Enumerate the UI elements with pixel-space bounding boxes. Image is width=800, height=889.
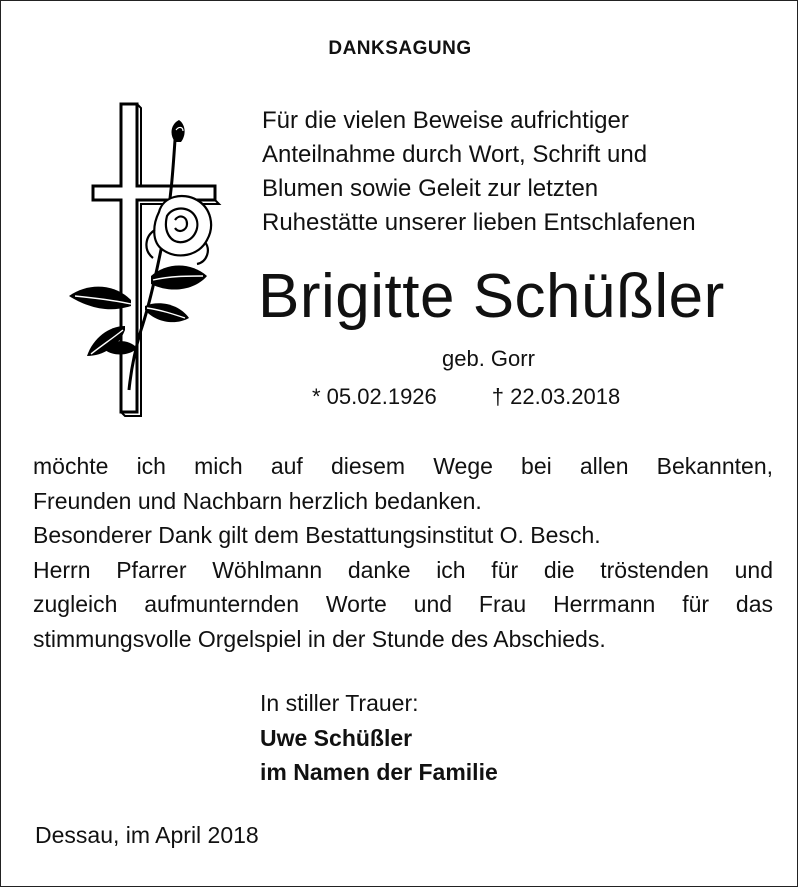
thanks-line: zugleich aufmunternden Worte und Frau Herrmann für das (33, 591, 773, 617)
deceased-name: Brigitte Schüßler (258, 262, 725, 331)
intro-text (262, 104, 782, 240)
intro-line: Blumen sowie Geleit zur letzten (262, 175, 599, 202)
cross-with-rose-icon (55, 100, 225, 420)
thanks-line: stimmungsvolle Orgelspiel in der Stunde des Abschieds. (33, 625, 606, 652)
mourning-intro: In stiller Trauer: (260, 690, 419, 716)
intro-line: Anteilnahme durch Wort, Schrift und (262, 141, 648, 168)
life-dates (312, 384, 620, 410)
thanks-line: möchte ich mich auf diesem Wege bei allen Bekannten, (33, 453, 773, 479)
thanks-text (33, 449, 773, 656)
thanks-line: Freunden und Nachbarn herzlich bedanken. (33, 487, 482, 514)
signer-name: Uwe Schüßler (260, 724, 413, 751)
birth-date: * 05.02.1926 (312, 384, 437, 409)
intro-line: Für die vielen Beweise aufrichtiger (262, 107, 629, 134)
place-date: Dessau, im April 2018 (35, 822, 259, 848)
intro-line: Ruhestätte unserer lieben Entschlafenen (262, 209, 696, 236)
heading: DANKSAGUNG (328, 38, 472, 59)
death-date: † 22.03.2018 (491, 384, 621, 409)
signer-family: im Namen der Familie (260, 759, 498, 785)
maiden-name: geb. Gorr (442, 346, 535, 371)
mourning-block (260, 686, 498, 790)
thanks-line: Besonderer Dank gilt dem Bestattungsinstitut O. Besch. (33, 522, 601, 548)
thanks-line: Herrn Pfarrer Wöhlmann danke ich für die tröstenden und (33, 556, 773, 583)
